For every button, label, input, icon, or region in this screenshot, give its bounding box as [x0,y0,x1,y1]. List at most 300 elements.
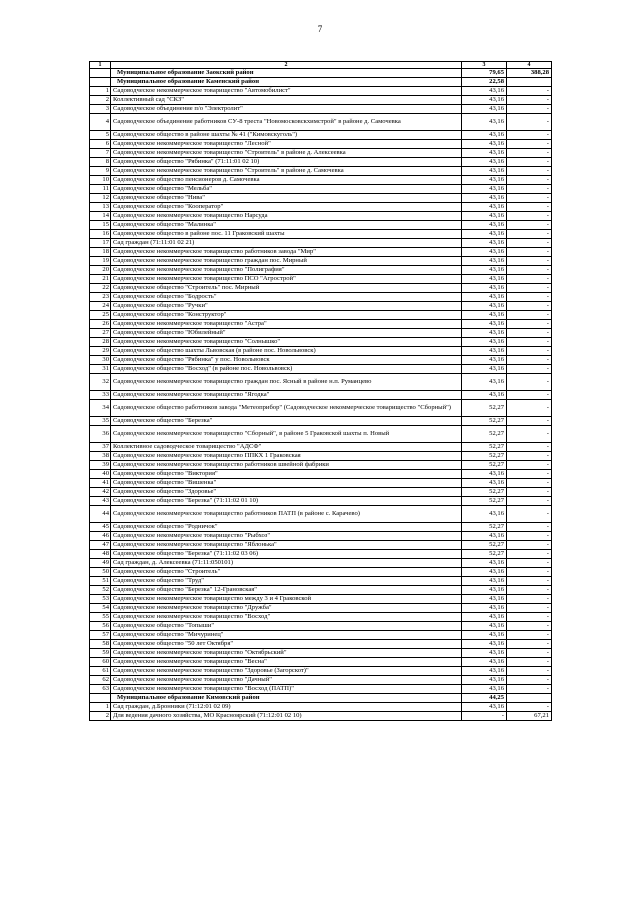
row-value-4: - [507,311,552,320]
row-number: 22 [90,284,111,293]
table-row [90,194,552,203]
row-value-3: 43,16 [462,302,507,311]
row-value-3: 43,16 [462,479,507,488]
row-value-4: - [507,140,552,149]
row-number: 34 [90,400,111,417]
row-value-3: 43,16 [462,257,507,266]
table-row [90,595,552,604]
table-row [90,87,552,96]
row-name: Садоводческое общество "Конструктор" [111,311,462,320]
row-value-4: - [507,426,552,443]
table-row [90,577,552,586]
row-name: Садоводческое некоммерческое товарищество работников ПАТП (в районе с. Карачево) [111,506,462,523]
row-name: Садоводческое общество "Мельба" [111,185,462,194]
table-row [90,550,552,559]
row-name: Садоводческое общество пенсионеров д. Самочевка [111,176,462,185]
row-number: 32 [90,374,111,391]
row-value-3: 52,27 [462,417,507,426]
row-name: Коллективный сад "СКЗ" [111,96,462,105]
row-name: Садоводческое общество "Березка" 12-Грановская" [111,586,462,595]
row-name: Садоводческое некоммерческое товарищество "Лесной" [111,140,462,149]
row-number: 35 [90,417,111,426]
row-value-3: 43,16 [462,176,507,185]
row-value-4: - [507,685,552,694]
page-number: 7 [317,24,323,34]
table-row [90,497,552,506]
row-name: Садоводческое некоммерческое товарищество Нарсуда [111,212,462,221]
row-number: 11 [90,185,111,194]
row-value-3: 43,16 [462,149,507,158]
row-name: Садоводческое некоммерческое товарищество граждан пос. Мирный [111,257,462,266]
row-value-4: - [507,248,552,257]
table-row [90,212,552,221]
row-name: Садоводческое некоммерческое товарищество ППКХ 1 Граковская [111,452,462,461]
table-row [90,302,552,311]
row-name: Садоводческое общество "Мичуринец" [111,631,462,640]
table-row [90,568,552,577]
row-name: Садоводческое общество "Виктория" [111,470,462,479]
row-value-4: - [507,676,552,685]
row-value-3: 43,16 [462,248,507,257]
row-number: 33 [90,391,111,400]
row-value-4: - [507,374,552,391]
table-header-row [90,62,552,69]
row-number: 9 [90,167,111,176]
row-value-3: 52,27 [462,488,507,497]
row-value-3: 43,16 [462,230,507,239]
row-value-3: 43,16 [462,586,507,595]
table-row [90,131,552,140]
row-value-4: - [507,640,552,649]
row-number: 45 [90,523,111,532]
table-row [90,523,552,532]
row-name: Муниципальное образование Кимовский район [111,694,462,703]
row-number: 10 [90,176,111,185]
row-number: 25 [90,311,111,320]
row-name: Садоводческое некоммерческое товарищество "Строитель" в районе д. Самочевка [111,167,462,176]
row-value-3: 43,16 [462,131,507,140]
row-number: 62 [90,676,111,685]
header-cell-1: 1 [90,62,111,69]
row-value-4: - [507,523,552,532]
row-number: 16 [90,230,111,239]
row-value-4: - [507,577,552,586]
section-header-row [90,78,552,87]
row-number: 58 [90,640,111,649]
row-name: Садоводческое общество в районе пос. 11 Граковский шахты [111,230,462,239]
row-name: Садоводческое общество "Восход" (в районе пос. Новольвовск) [111,365,462,374]
row-value-4: 67,21 [507,712,552,721]
row-name: Садоводческое общество в районе шахты № 41 ("Кимовскуголь") [111,131,462,140]
row-value-4: - [507,497,552,506]
row-value-3: 52,27 [462,523,507,532]
table-row [90,443,552,452]
table-row [90,114,552,131]
row-value-4: - [507,284,552,293]
data-table [89,61,552,721]
row-value-4: - [507,391,552,400]
row-number: 2 [90,96,111,105]
row-number [90,78,111,87]
row-value-3: 43,16 [462,613,507,622]
row-value-3: 43,16 [462,212,507,221]
header-cell-3: 3 [462,62,507,69]
row-value-3: 43,16 [462,356,507,365]
row-number: 40 [90,470,111,479]
table-row [90,266,552,275]
table-row [90,329,552,338]
row-number: 46 [90,532,111,541]
row-value-3: 43,16 [462,640,507,649]
row-name: Садоводческое общество "Родничок" [111,523,462,532]
row-name: Садоводческое общество "Березка" [111,417,462,426]
row-name: Садоводческое объединение п/о "Электролит" [111,105,462,114]
row-number: 3 [90,105,111,114]
row-value-3: 43,16 [462,506,507,523]
row-value-3: 43,16 [462,604,507,613]
table-row [90,356,552,365]
row-value-4: - [507,203,552,212]
row-value-4: - [507,131,552,140]
table-row [90,426,552,443]
row-number: 60 [90,658,111,667]
row-number: 23 [90,293,111,302]
table-row [90,586,552,595]
row-name: Сад граждан, д. Алексеевка (71:11:050101) [111,559,462,568]
row-number: 26 [90,320,111,329]
row-value-3: 79,65 [462,69,507,78]
row-name: Садоводческое общество "Ручки" [111,302,462,311]
row-value-4: - [507,365,552,374]
table-row [90,479,552,488]
row-value-4: - [507,114,552,131]
table-row [90,167,552,176]
row-value-4: - [507,194,552,203]
row-value-3: 52,27 [462,461,507,470]
row-number: 1 [90,87,111,96]
row-value-3: 43,16 [462,158,507,167]
row-name: Садоводческое некоммерческое товарищество "Восход" [111,613,462,622]
row-value-4: - [507,586,552,595]
row-value-3: 43,16 [462,676,507,685]
row-number: 29 [90,347,111,356]
table-row [90,613,552,622]
row-name: Садоводческое общество "Топыши" [111,622,462,631]
row-value-4: - [507,400,552,417]
row-number: 2 [90,712,111,721]
row-value-4: - [507,293,552,302]
row-number: 51 [90,577,111,586]
table-row [90,347,552,356]
row-name: Садоводческое некоммерческое товарищество "Солнышко" [111,338,462,347]
row-value-3: 43,16 [462,685,507,694]
table-row [90,604,552,613]
table-row [90,452,552,461]
row-name: Садоводческое общество "Строитель" пос. Мирный [111,284,462,293]
table-row [90,221,552,230]
row-value-3: 43,16 [462,622,507,631]
row-value-4: - [507,541,552,550]
row-number: 21 [90,275,111,284]
row-value-3: 43,16 [462,194,507,203]
row-number: 17 [90,239,111,248]
row-value-3: 44,25 [462,694,507,703]
row-value-4: - [507,266,552,275]
row-value-3: 43,16 [462,568,507,577]
row-number: 4 [90,114,111,131]
row-name: Садоводческое некоммерческое товарищество ПСО "Агрострой" [111,275,462,284]
row-value-4: - [507,96,552,105]
row-number: 8 [90,158,111,167]
row-value-4: - [507,221,552,230]
row-value-3: 43,16 [462,221,507,230]
row-value-3: 43,16 [462,96,507,105]
row-value-4: - [507,568,552,577]
row-number: 47 [90,541,111,550]
header-cell-2: 2 [111,62,462,69]
row-name: Садоводческое общество "Вишенка" [111,479,462,488]
section-header-row [90,694,552,703]
row-name: Садоводческое некоммерческое товарищество "Рыбхоз" [111,532,462,541]
row-value-3: 22,58 [462,78,507,87]
row-value-4: - [507,479,552,488]
table-row [90,365,552,374]
row-value-4: - [507,667,552,676]
table-row [90,640,552,649]
table-row [90,712,552,721]
row-name: Садоводческое некоммерческое товарищество "Астра" [111,320,462,329]
table-row [90,185,552,194]
row-name: Садоводческое общество "Бодрость" [111,293,462,302]
row-value-3: 43,16 [462,114,507,131]
row-value-4: - [507,559,552,568]
row-value-3: 43,16 [462,595,507,604]
row-value-4: - [507,488,552,497]
row-value-3: - [462,712,507,721]
row-name: Садоводческое некоммерческое товарищество работников завода "Мир" [111,248,462,257]
row-value-3: 43,16 [462,284,507,293]
row-number: 1 [90,703,111,712]
table-row [90,311,552,320]
row-name: Садоводческое некоммерческое товарищество "Яблонька" [111,541,462,550]
row-number: 55 [90,613,111,622]
row-name: Садоводческое общество "50 лет Октября" [111,640,462,649]
table-row [90,461,552,470]
table-row [90,658,552,667]
row-name: Для ведения дачного хозяйства, МО Красноярский (71:12:01 02 10) [111,712,462,721]
row-name: Садоводческое общество "Здоровье" [111,488,462,497]
row-number: 13 [90,203,111,212]
row-value-4: - [507,212,552,221]
row-number: 6 [90,140,111,149]
row-value-3: 52,27 [462,426,507,443]
row-value-3: 43,16 [462,329,507,338]
row-value-4: - [507,230,552,239]
row-name: Садоводческое общество шахты Львовская (в районе пос. Новольвовск) [111,347,462,356]
row-value-4: - [507,329,552,338]
row-name: Садоводческое некоммерческое товарищество работников швейной фабрики [111,461,462,470]
row-value-4: - [507,87,552,96]
row-value-3: 43,16 [462,275,507,284]
row-value-4: - [507,604,552,613]
row-value-4: - [507,239,552,248]
row-value-4: - [507,302,552,311]
header-cell-4: 4 [507,62,552,69]
row-value-3: 43,16 [462,649,507,658]
row-name: Садоводческое общество "Березка" (71:11:02 01 10) [111,497,462,506]
row-number: 37 [90,443,111,452]
row-value-4: - [507,703,552,712]
row-name: Садоводческое общество "Нива" [111,194,462,203]
row-value-4: - [507,158,552,167]
row-name: Садоводческое объединение работников СУ-8 треста "Новомосковскхимстрой" в районе д. Самочевка [111,114,462,131]
row-number: 31 [90,365,111,374]
row-value-4: - [507,622,552,631]
table-row [90,284,552,293]
row-value-4: - [507,631,552,640]
row-number: 5 [90,131,111,140]
row-value-4: - [507,506,552,523]
row-number: 61 [90,667,111,676]
row-value-3: 52,27 [462,400,507,417]
row-number: 59 [90,649,111,658]
row-value-4: - [507,470,552,479]
row-value-3: 43,16 [462,703,507,712]
row-value-4: - [507,649,552,658]
row-value-4: - [507,461,552,470]
row-value-4: - [507,149,552,158]
row-value-3: 43,16 [462,658,507,667]
row-value-4: - [507,443,552,452]
table-row [90,622,552,631]
row-value-4: - [507,658,552,667]
table-row [90,532,552,541]
row-value-3: 43,16 [462,365,507,374]
row-value-3: 43,16 [462,185,507,194]
section-header-row [90,69,552,78]
table-row [90,703,552,712]
table-row [90,257,552,266]
table-row [90,176,552,185]
row-name: Садоводческое некоммерческое товарищество "Ягодка" [111,391,462,400]
row-value-3: 52,27 [462,443,507,452]
row-value-3: 43,16 [462,203,507,212]
table-row [90,248,552,257]
row-number: 15 [90,221,111,230]
table-row [90,293,552,302]
table-row [90,391,552,400]
table-row [90,140,552,149]
row-value-4: - [507,275,552,284]
table-row [90,105,552,114]
row-number: 28 [90,338,111,347]
row-number: 36 [90,426,111,443]
row-name: Садоводческое некоммерческое товарищество "Весна" [111,658,462,667]
row-value-3: 43,16 [462,347,507,356]
row-value-3: 43,16 [462,293,507,302]
row-number: 63 [90,685,111,694]
table-row [90,275,552,284]
row-name: Садоводческое некоммерческое товарищество "Сборный", в районе 5 Граковской шахты п. Новый [111,426,462,443]
row-name: Сад граждан (71:11:01 02 21) [111,239,462,248]
row-number: 27 [90,329,111,338]
table-row [90,506,552,523]
row-name: Садоводческое общество "Рябинка" (71:11:01 02 10) [111,158,462,167]
row-value-3: 43,16 [462,391,507,400]
row-value-3: 43,16 [462,338,507,347]
row-value-3: 52,27 [462,541,507,550]
row-number: 19 [90,257,111,266]
row-name: Садоводческое некоммерческое товарищество "Строитель" в районе д. Алексеевка [111,149,462,158]
row-number: 50 [90,568,111,577]
row-value-4 [507,694,552,703]
row-value-3: 43,16 [462,577,507,586]
row-value-3: 43,16 [462,374,507,391]
row-value-4: - [507,532,552,541]
row-value-4 [507,78,552,87]
row-number: 57 [90,631,111,640]
row-number: 42 [90,488,111,497]
row-value-4: - [507,613,552,622]
row-value-4: - [507,185,552,194]
row-value-3: 43,16 [462,320,507,329]
table-row [90,203,552,212]
table-row [90,488,552,497]
row-number: 39 [90,461,111,470]
row-value-3: 43,16 [462,167,507,176]
row-number: 24 [90,302,111,311]
row-value-4: - [507,417,552,426]
row-name: Садоводческое общество "Березка" (71:11:02 03 06) [111,550,462,559]
row-value-4: - [507,338,552,347]
row-name: Садоводческое некоммерческое товарищество "Дачный" [111,676,462,685]
row-name: Муниципальное образование Заокский район [111,69,462,78]
row-number: 53 [90,595,111,604]
row-name: Садоводческое общество "Малинка" [111,221,462,230]
table-row [90,338,552,347]
row-value-4: - [507,356,552,365]
row-value-4: - [507,595,552,604]
row-name: Сад граждан, д.Бронники (71:12:01 02 09) [111,703,462,712]
row-value-4: 388,28 [507,69,552,78]
row-number: 12 [90,194,111,203]
row-name: Садоводческое некоммерческое товарищество "Здоровье (Загорскот)" [111,667,462,676]
row-number: 7 [90,149,111,158]
row-number: 14 [90,212,111,221]
row-number: 56 [90,622,111,631]
table-row [90,158,552,167]
row-number: 43 [90,497,111,506]
row-value-3: 43,16 [462,559,507,568]
row-name: Садоводческое некоммерческое товарищество "Полиграфия" [111,266,462,275]
row-name: Садоводческое общество работников завода "Метеоприбор" (Садоводческое некоммерческое товарищество "Сборный") [111,400,462,417]
row-number [90,69,111,78]
table-row [90,649,552,658]
row-number: 30 [90,356,111,365]
row-value-3: 43,16 [462,532,507,541]
row-value-3: 43,16 [462,311,507,320]
row-value-3: 43,16 [462,470,507,479]
table-row [90,667,552,676]
table-row [90,470,552,479]
table-row [90,374,552,391]
row-number: 54 [90,604,111,613]
row-number: 48 [90,550,111,559]
row-name: Садоводческое некоммерческое товарищество "Дружба" [111,604,462,613]
row-value-3: 43,16 [462,239,507,248]
row-value-3: 43,16 [462,631,507,640]
row-value-4: - [507,347,552,356]
